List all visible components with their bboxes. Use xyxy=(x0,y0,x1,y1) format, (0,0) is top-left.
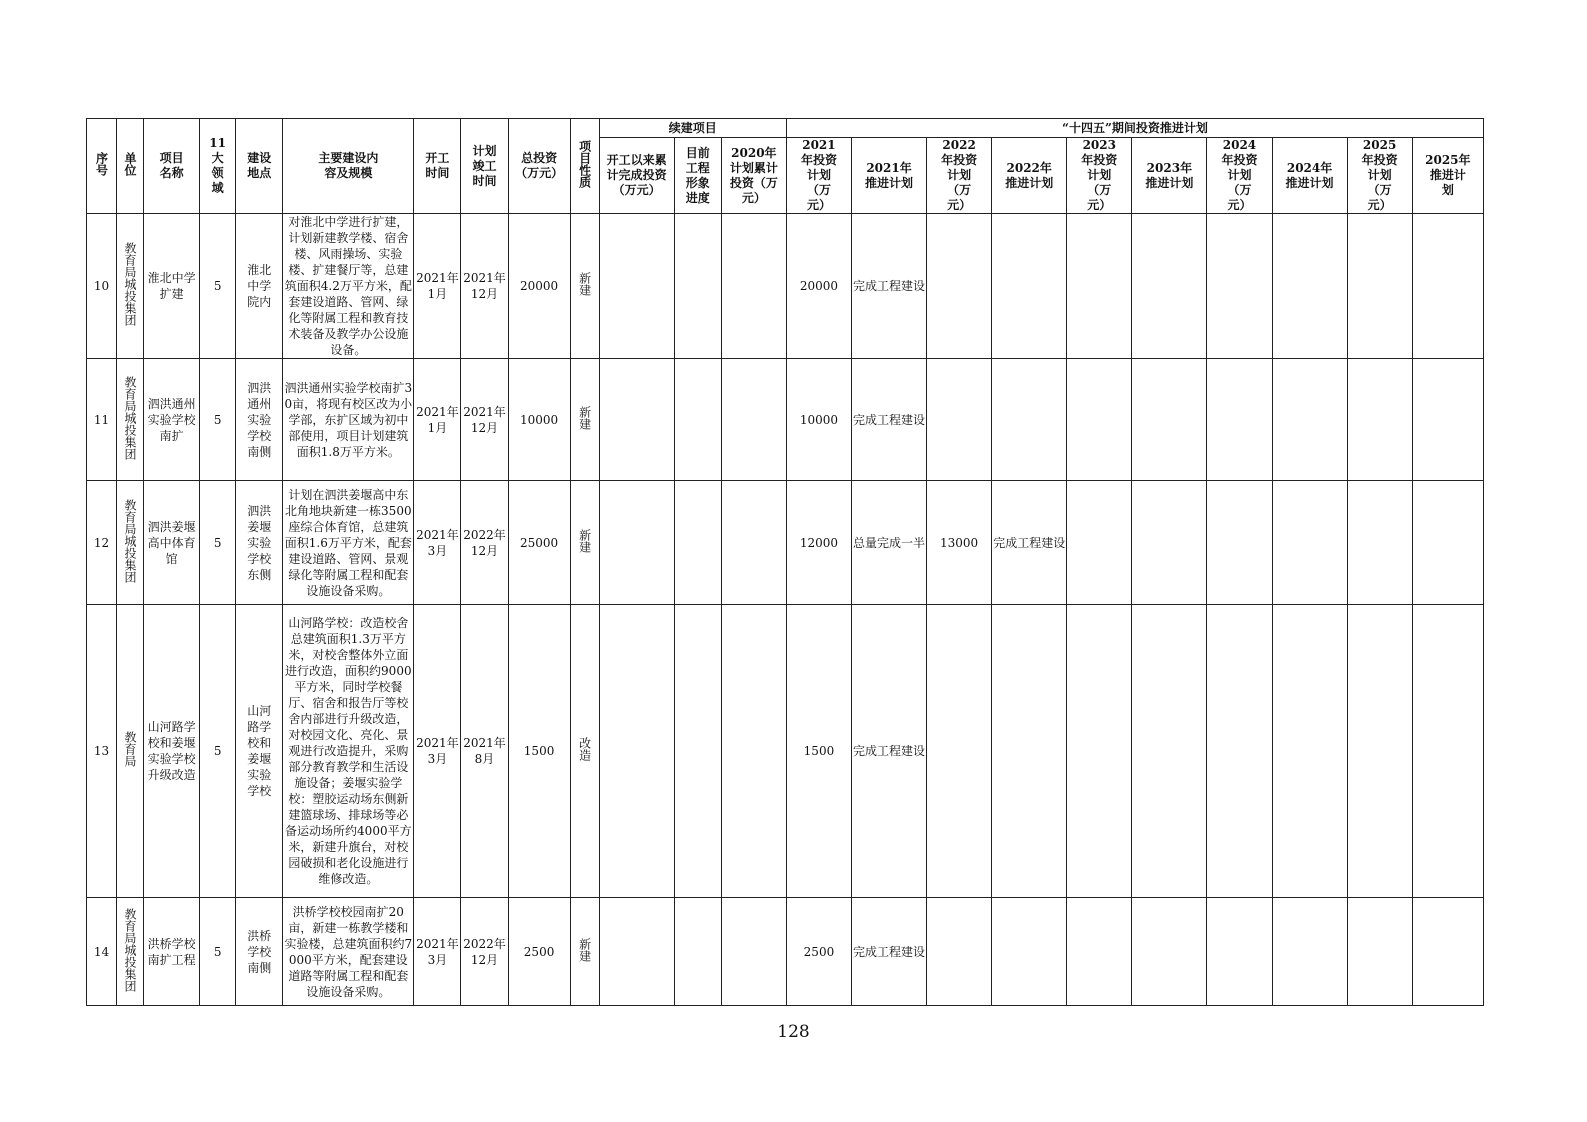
cell-inv2023 xyxy=(1067,359,1132,481)
cell-inv2021: 20000 xyxy=(786,214,851,359)
cell-nature: 新建 xyxy=(570,898,599,1006)
cell-content: 对淮北中学进行扩建，计划新建教学楼、宿舍楼、风雨操场、实验楼、扩建餐厅等，总建筑面积4.2万平方米，配套建设道路、管网、绿化等附属工程和教育技术装备及教学办公设施设备。 xyxy=(283,214,414,359)
cell-seq: 11 xyxy=(87,359,117,481)
cell-nature: 改造 xyxy=(570,605,599,898)
cell-cumulative xyxy=(599,359,674,481)
header-inv2022: 2022年投资计划（万元） xyxy=(927,138,992,214)
cell-inv2024 xyxy=(1207,214,1272,359)
cell-unit: 教育局 xyxy=(117,605,144,898)
header-field: 11大领域 xyxy=(200,119,236,214)
cell-nature: 新建 xyxy=(570,214,599,359)
cell-progress xyxy=(674,605,721,898)
cell-prog2021: 完成工程建设 xyxy=(851,898,926,1006)
header-name: 项目名称 xyxy=(144,119,200,214)
header-group-plan: “十四五”期间投资推进计划 xyxy=(786,119,1483,138)
table-row xyxy=(87,214,1484,359)
header-prog2025: 2025年推进计划 xyxy=(1412,138,1483,214)
cell-start: 2021年3月 xyxy=(414,605,461,898)
cell-unit: 教育局城投集团 xyxy=(117,898,144,1006)
cell-name: 洪桥学校南扩工程 xyxy=(144,898,200,1006)
cell-unit: 教育局城投集团 xyxy=(117,481,144,605)
cell-progress xyxy=(674,898,721,1006)
cell-inv2023 xyxy=(1067,898,1132,1006)
header-location: 建设地点 xyxy=(236,119,283,214)
cell-inv2025 xyxy=(1347,359,1412,481)
cell-prog2021: 完成工程建设 xyxy=(851,605,926,898)
cell-inv2022 xyxy=(927,359,992,481)
cell-inv2022: 13000 xyxy=(927,481,992,605)
cell-field: 5 xyxy=(200,214,236,359)
cell-location: 淮北中学院内 xyxy=(236,214,283,359)
cell-prog2023 xyxy=(1132,481,1207,605)
cell-prog2021: 完成工程建设 xyxy=(851,359,926,481)
cell-finish: 2021年12月 xyxy=(461,359,508,481)
cell-inv2022 xyxy=(927,898,992,1006)
cell-cumulative xyxy=(599,605,674,898)
cell-content: 泗洪通州实验学校南扩30亩，将现有校区改为小学部，东扩区域为初中部使用，项目计划建筑面积1.8万平方米。 xyxy=(283,359,414,481)
cell-total: 20000 xyxy=(508,214,570,359)
header-inv2024: 2024年投资计划（万元） xyxy=(1207,138,1272,214)
page-number: 128 xyxy=(777,1022,810,1042)
cell-field: 5 xyxy=(200,898,236,1006)
header-content: 主要建设内容及规模 xyxy=(283,119,414,214)
header-plan2020: 2020年计划累计投资（万元） xyxy=(721,138,786,214)
cell-prog2024 xyxy=(1272,898,1347,1006)
cell-plan2020 xyxy=(721,214,786,359)
table-body xyxy=(87,214,1484,1006)
header-cumulative: 开工以来累计完成投资（万元） xyxy=(599,138,674,214)
header-seq: 序号 xyxy=(87,119,117,214)
header-group-continuing: 续建项目 xyxy=(599,119,786,138)
cell-inv2023 xyxy=(1067,481,1132,605)
cell-prog2025 xyxy=(1412,359,1483,481)
header-inv2023: 2023年投资计划（万元） xyxy=(1067,138,1132,214)
cell-inv2021: 12000 xyxy=(786,481,851,605)
header-nature: 项目性质 xyxy=(570,119,599,214)
cell-seq: 12 xyxy=(87,481,117,605)
cell-content: 计划在泗洪姜堰高中东北角地块新建一栋3500座综合体育馆，总建筑面积1.6万平方米，配套建设道路、管网、景观绿化等附属工程和配套设施设备采购。 xyxy=(283,481,414,605)
cell-plan2020 xyxy=(721,481,786,605)
cell-inv2023 xyxy=(1067,214,1132,359)
cell-total: 2500 xyxy=(508,898,570,1006)
cell-plan2020 xyxy=(721,898,786,1006)
cell-prog2022 xyxy=(992,359,1067,481)
cell-inv2021: 1500 xyxy=(786,605,851,898)
cell-inv2025 xyxy=(1347,898,1412,1006)
cell-inv2023 xyxy=(1067,605,1132,898)
cell-prog2022 xyxy=(992,605,1067,898)
cell-plan2020 xyxy=(721,359,786,481)
investment-plan-table xyxy=(86,118,1484,1006)
cell-start: 2021年1月 xyxy=(414,214,461,359)
cell-inv2022 xyxy=(927,214,992,359)
cell-location: 洪桥学校南侧 xyxy=(236,898,283,1006)
table-row xyxy=(87,359,1484,481)
cell-inv2025 xyxy=(1347,214,1412,359)
cell-progress xyxy=(674,481,721,605)
cell-location: 山河路学校和姜堰实验学校 xyxy=(236,605,283,898)
cell-finish: 2022年12月 xyxy=(461,481,508,605)
cell-total: 10000 xyxy=(508,359,570,481)
cell-prog2022 xyxy=(992,898,1067,1006)
cell-cumulative xyxy=(599,214,674,359)
table-row xyxy=(87,481,1484,605)
header-prog2023: 2023年推进计划 xyxy=(1132,138,1207,214)
cell-seq: 10 xyxy=(87,214,117,359)
cell-prog2022 xyxy=(992,214,1067,359)
header-finish: 计划竣工时间 xyxy=(461,119,508,214)
cell-prog2024 xyxy=(1272,605,1347,898)
cell-inv2024 xyxy=(1207,605,1272,898)
cell-field: 5 xyxy=(200,481,236,605)
cell-finish: 2022年12月 xyxy=(461,898,508,1006)
cell-prog2025 xyxy=(1412,898,1483,1006)
cell-total: 1500 xyxy=(508,605,570,898)
cell-seq: 14 xyxy=(87,898,117,1006)
cell-finish: 2021年12月 xyxy=(461,214,508,359)
cell-location: 泗洪姜堰实验学校东侧 xyxy=(236,481,283,605)
cell-inv2024 xyxy=(1207,481,1272,605)
header-total: 总投资（万元） xyxy=(508,119,570,214)
table-row xyxy=(87,605,1484,898)
cell-field: 5 xyxy=(200,605,236,898)
cell-progress xyxy=(674,359,721,481)
cell-inv2021: 10000 xyxy=(786,359,851,481)
cell-content: 山河路学校：改造校舍总建筑面积1.3万平方米，对校舍整体外立面进行改造，面积约9000平方米，同时学校餐厅、宿舍和报告厅等校舍内部进行升级改造，对校园文化、亮化、景观进行改造提升，采购部分教育教学和生活设施设备；姜堰实验学校：塑胶运动场东侧新建篮球场、排球场等必备运动场所约4000平方米，新建升旗台，对校园破损和老化设施进行维修改造。 xyxy=(283,605,414,898)
table-row xyxy=(87,898,1484,1006)
cell-unit: 教育局城投集团 xyxy=(117,359,144,481)
cell-inv2024 xyxy=(1207,898,1272,1006)
header-inv2021: 2021年投资计划（万元） xyxy=(786,138,851,214)
cell-nature: 新建 xyxy=(570,359,599,481)
cell-prog2023 xyxy=(1132,898,1207,1006)
cell-prog2023 xyxy=(1132,605,1207,898)
cell-progress xyxy=(674,214,721,359)
header-prog2021: 2021年推进计划 xyxy=(851,138,926,214)
cell-name: 泗洪通州实验学校南扩 xyxy=(144,359,200,481)
header-prog2022: 2022年推进计划 xyxy=(992,138,1067,214)
cell-start: 2021年3月 xyxy=(414,481,461,605)
cell-inv2021: 2500 xyxy=(786,898,851,1006)
header-progress: 目前工程形象进度 xyxy=(674,138,721,214)
cell-start: 2021年3月 xyxy=(414,898,461,1006)
cell-inv2022 xyxy=(927,605,992,898)
cell-name: 淮北中学扩建 xyxy=(144,214,200,359)
cell-prog2025 xyxy=(1412,481,1483,605)
cell-inv2024 xyxy=(1207,359,1272,481)
cell-prog2021: 总量完成一半 xyxy=(851,481,926,605)
cell-prog2022: 完成工程建设 xyxy=(992,481,1067,605)
cell-inv2025 xyxy=(1347,605,1412,898)
header-prog2024: 2024年推进计划 xyxy=(1272,138,1347,214)
header-start: 开工时间 xyxy=(414,119,461,214)
cell-name: 山河路学校和姜堰实验学校升级改造 xyxy=(144,605,200,898)
cell-content: 洪桥学校校园南扩20亩，新建一栋教学楼和实验楼，总建筑面积约7000平方米，配套建设道路等附属工程和配套设施设备采购。 xyxy=(283,898,414,1006)
cell-cumulative xyxy=(599,481,674,605)
cell-prog2025 xyxy=(1412,605,1483,898)
cell-unit: 教育局城投集团 xyxy=(117,214,144,359)
cell-prog2025 xyxy=(1412,214,1483,359)
cell-location: 泗洪通州实验学校南侧 xyxy=(236,359,283,481)
cell-prog2024 xyxy=(1272,214,1347,359)
cell-prog2024 xyxy=(1272,481,1347,605)
cell-prog2024 xyxy=(1272,359,1347,481)
cell-total: 25000 xyxy=(508,481,570,605)
header-inv2025: 2025年投资计划（万元） xyxy=(1347,138,1412,214)
cell-prog2023 xyxy=(1132,214,1207,359)
cell-start: 2021年1月 xyxy=(414,359,461,481)
cell-seq: 13 xyxy=(87,605,117,898)
cell-nature: 新建 xyxy=(570,481,599,605)
cell-inv2025 xyxy=(1347,481,1412,605)
cell-prog2023 xyxy=(1132,359,1207,481)
cell-field: 5 xyxy=(200,359,236,481)
cell-cumulative xyxy=(599,898,674,1006)
header-unit: 单位 xyxy=(117,119,144,214)
cell-plan2020 xyxy=(721,605,786,898)
cell-prog2021: 完成工程建设 xyxy=(851,214,926,359)
cell-finish: 2021年8月 xyxy=(461,605,508,898)
cell-name: 泗洪姜堰高中体育馆 xyxy=(144,481,200,605)
